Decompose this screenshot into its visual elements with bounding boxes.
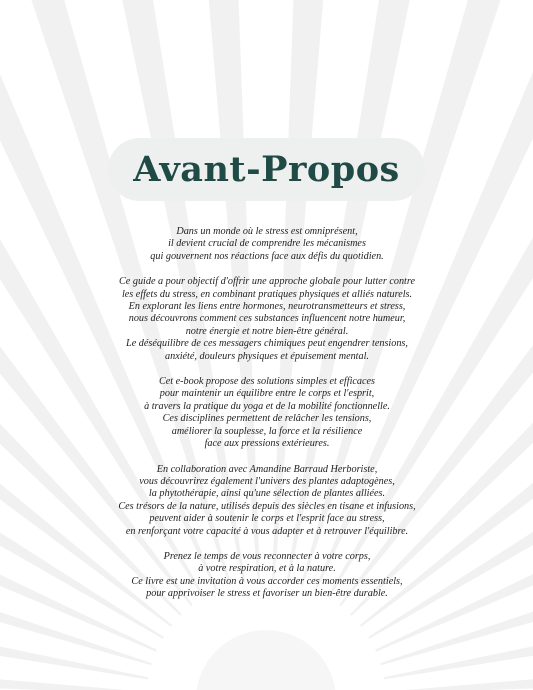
text-line: il devient crucial de comprendre les mécanismes — [168, 238, 366, 250]
text-line: la phytothérapie, ainsi qu'une sélection de plantes alliées. — [148, 488, 386, 500]
paragraph-1 — [92, 226, 442, 263]
sunburst-center — [196, 630, 336, 690]
text-line: notre énergie et notre bien-être général. — [185, 325, 349, 337]
page-title: Avant-Propos — [133, 149, 400, 190]
text-line: Ce guide a pour objectif d'offrir une approche globale pour lutter contre — [119, 276, 415, 288]
text-line: Dans un monde où le stress est omniprésent, — [176, 226, 358, 237]
text-line: En collaboration avec Amandine Barraud Herboriste, — [156, 463, 378, 475]
text-line: nous découvrons comment ces substances influencent notre humeur, — [128, 313, 406, 325]
text-line: en renforçant votre capacité à vous adapter et à retrouver l'équilibre. — [125, 525, 409, 537]
text-line: qui gouvernent nos réactions face aux défis du quotidien. — [150, 250, 384, 262]
text-line: face aux pressions extérieures. — [204, 438, 330, 450]
text-line: à travers la pratique du yoga et de la mobilité fonctionnelle. — [144, 400, 390, 412]
text-line: Prenez le temps de vous reconnecter à votre corps, — [163, 550, 371, 562]
foreword-text — [92, 226, 442, 614]
text-line: les effets du stress, en combinant pratiques physiques et alliés naturels. — [121, 288, 413, 300]
text-line: vous découvrirez également l'univers des plantes adaptogènes, — [139, 475, 395, 487]
text-line: Le déséquilibre de ces messagers chimiques peut engendrer tensions, — [126, 338, 408, 350]
paragraph-4 — [92, 464, 442, 538]
text-line: Cet e-book propose des solutions simples et efficaces — [158, 376, 376, 388]
text-line: peuvent aider à soutenir le corps et l'esprit face au stress, — [149, 513, 385, 525]
title-banner — [108, 138, 425, 201]
paragraph-5 — [92, 551, 442, 601]
paragraph-2 — [92, 276, 442, 363]
text-line: Ces trésors de la nature, utilisés depuis des siècles en tisane et infusions, — [118, 500, 416, 512]
text-line: En explorant les liens entre hormones, neurotransmetteurs et stress, — [128, 301, 406, 313]
text-line: pour apprivoiser le stress et favoriser un bien-être durable. — [146, 588, 388, 600]
text-line: améliorer la souplesse, la force et la résilience — [171, 425, 363, 437]
text-line: anxiété, douleurs physiques et épuisement mental. — [165, 350, 369, 362]
text-line: Ce livre est une invitation à vous accorder ces moments essentiels, — [131, 575, 403, 587]
text-line: à votre respiration, et à la nature. — [198, 563, 336, 575]
text-line: Ces disciplines permettent de relâcher les tensions, — [162, 413, 372, 425]
text-line: pour maintenir un équilibre entre le corps et l'esprit, — [159, 388, 375, 400]
paragraph-3 — [92, 376, 442, 450]
